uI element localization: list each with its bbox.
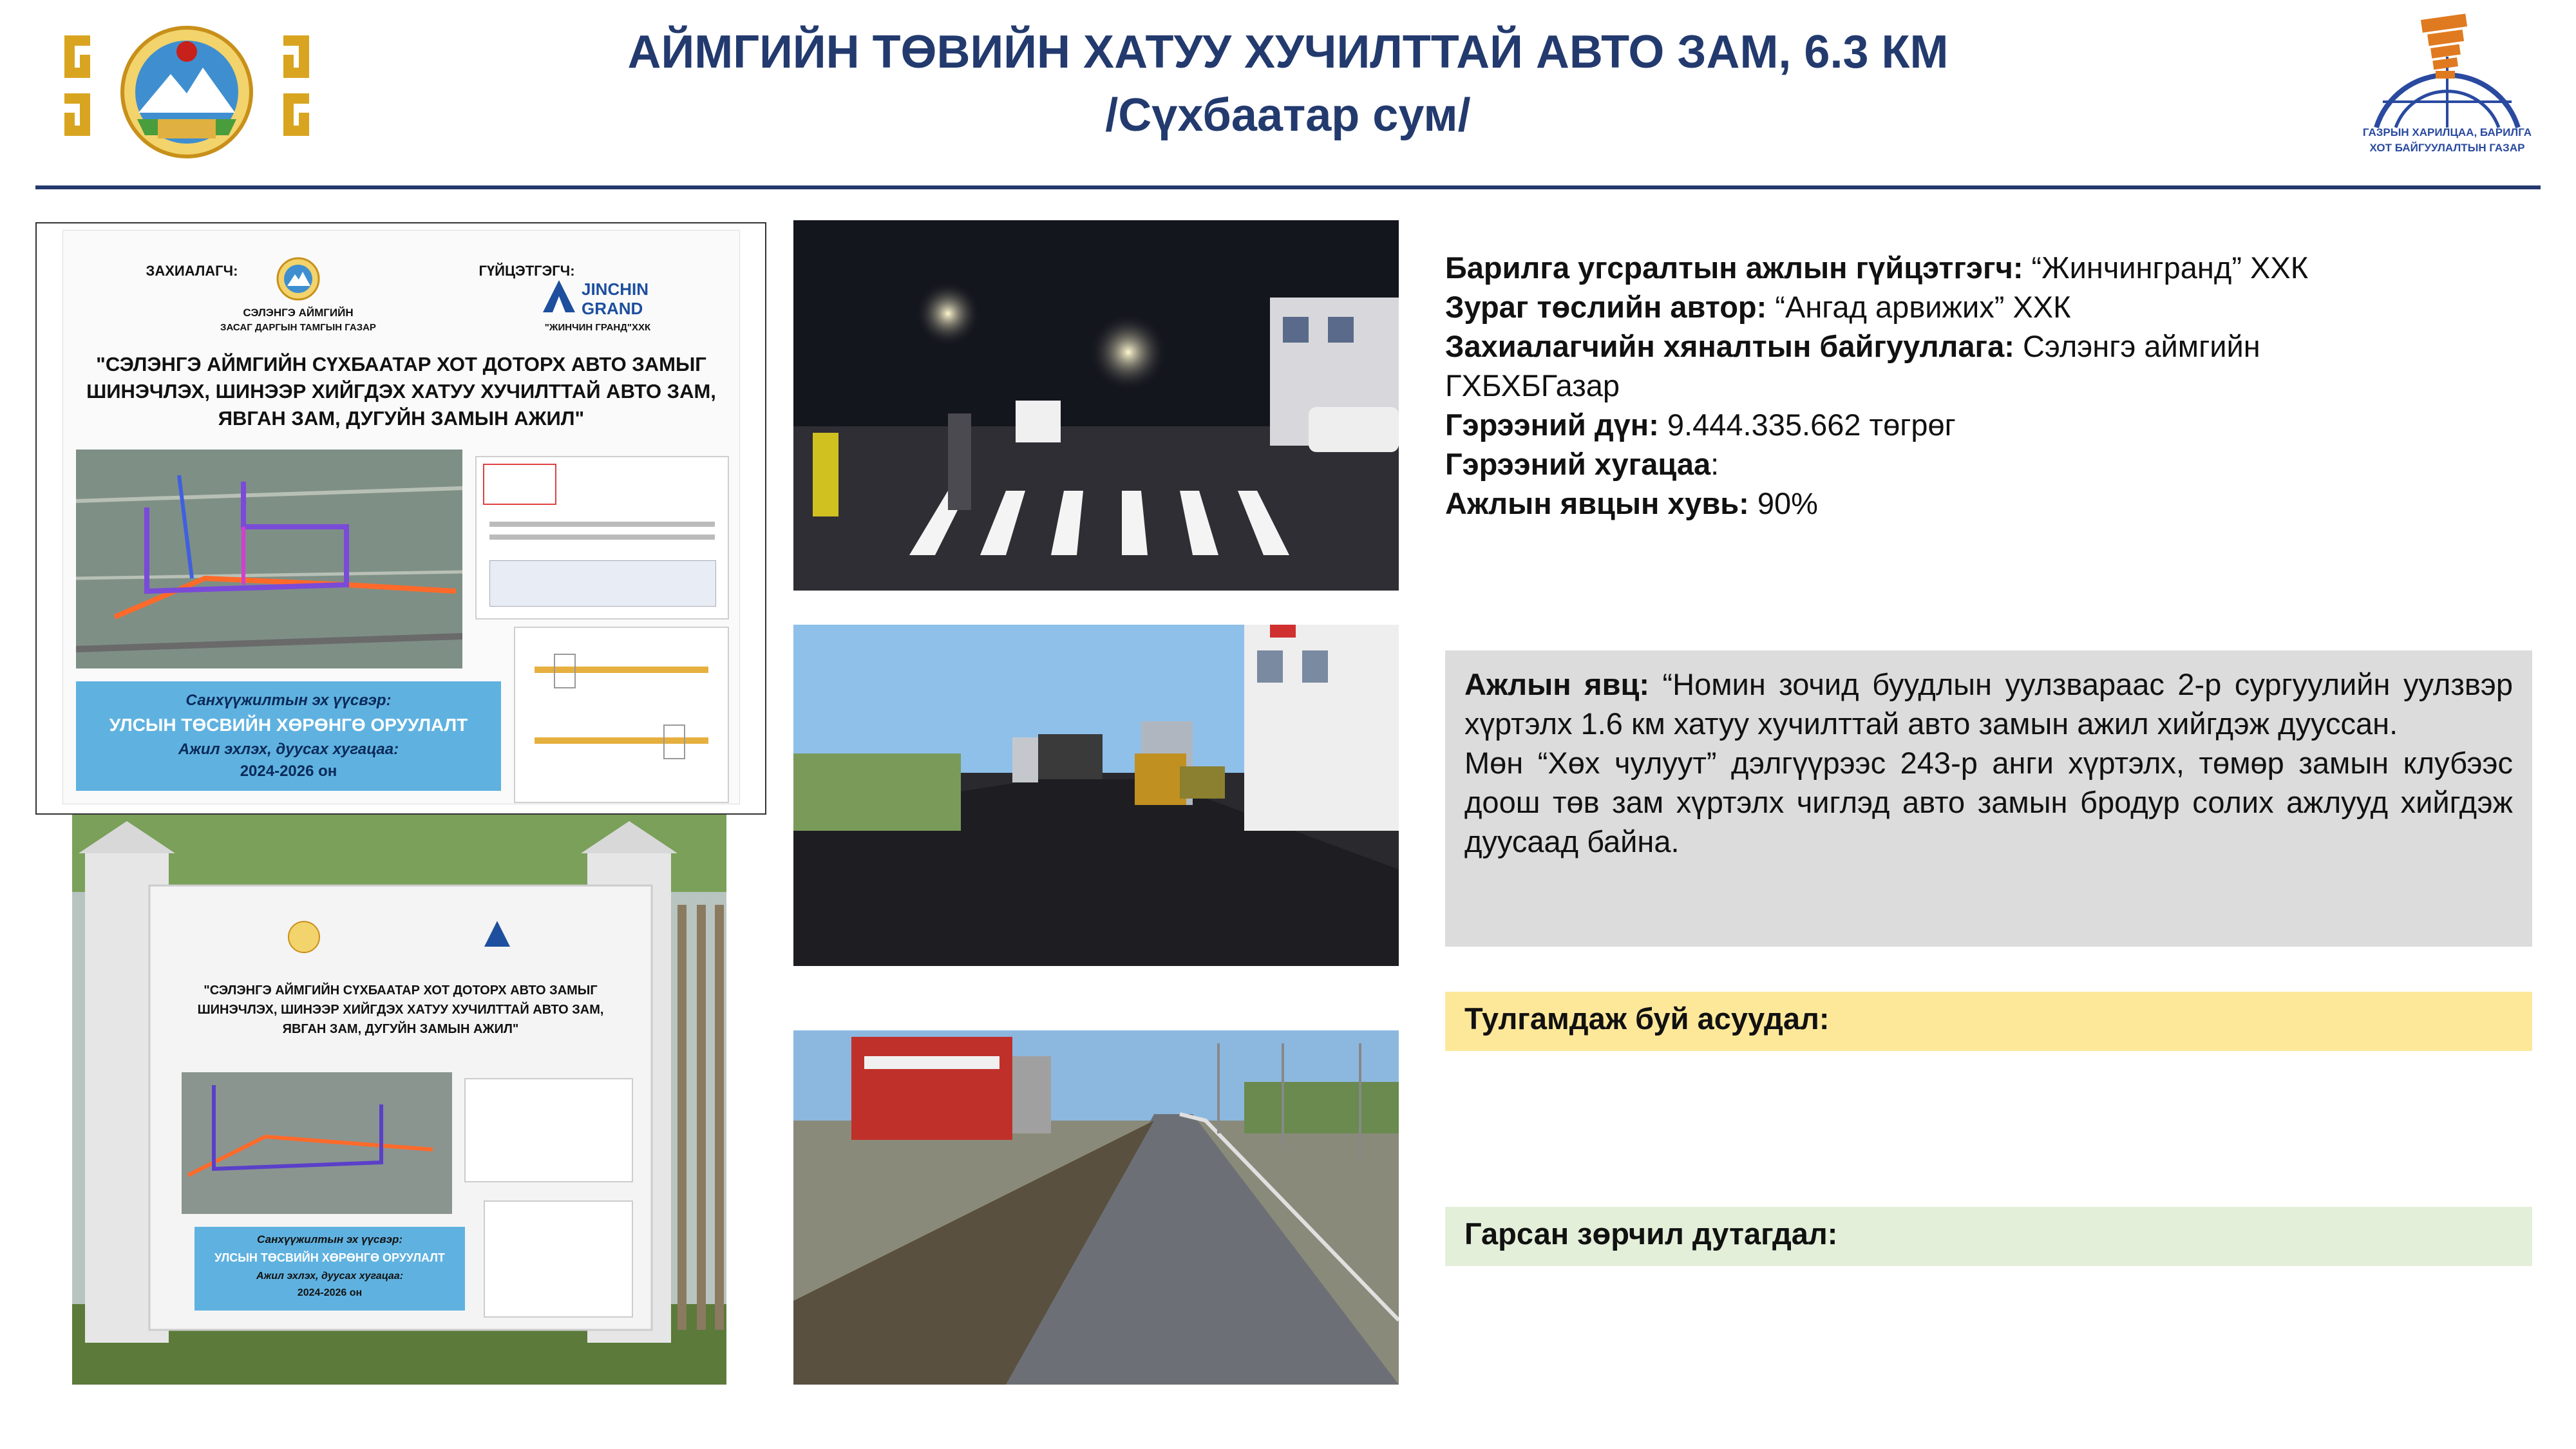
info-contractor-value: “Жинчингранд” ХХК [2023, 251, 2309, 285]
poster-project-line-3: ЯВГАН ЗАМ, ДУГУЙН ЗАМЫН АЖИЛ" [218, 407, 585, 430]
poster-cross-section [514, 627, 729, 803]
fence-poster-line-1: "СЭЛЭНГЭ АЙМГИЙН СҮХБААТАР ХОТ ДОТОРХ АВТО ЗАМЫГ [204, 983, 598, 998]
paved-road-day-photo [793, 1030, 1399, 1385]
info-contract-amount [1445, 405, 2360, 444]
poster-contractor-label: ГҮЙЦЭТГЭГЧ: [478, 263, 575, 279]
project-info [1445, 248, 2360, 523]
page-title: АЙМГИЙН ТӨВИЙН ХАТУУ ХУЧИЛТТАЙ АВТО ЗАМ, 6.3 КМ [627, 26, 1949, 78]
info-contractor [1445, 248, 2360, 287]
work-progress-label: Ажлын явц: [1464, 667, 1650, 701]
poster-contractor-logo-2: GRAND [582, 299, 643, 318]
info-designer-label: Зураг төслийн автор: [1445, 290, 1767, 324]
poster-contractor-logo-1: JINCHIN [582, 279, 649, 299]
work-progress-paragraph-1 [1464, 665, 2513, 743]
info-contract-period [1445, 444, 2360, 484]
info-contract-period-label: Гэрээний хугацаа [1445, 447, 1711, 481]
fence-poster-line-3: ЯВГАН ЗАМ, ДУГУЙН ЗАМЫН АЖИЛ" [282, 1022, 519, 1036]
info-contract-amount-label: Гэрээний дүн: [1445, 408, 1659, 442]
faults-box [1445, 1207, 2532, 1266]
info-supervisor-value: Сэлэнгэ аймгийн ГХБХБГазар [1445, 329, 2260, 402]
info-progress-pct-label: Ажлын явцын хувь: [1445, 486, 1749, 520]
info-designer-value: “Ангад арвижих” ХХК [1766, 290, 2071, 324]
poster-client-label: ЗАХИАЛАГЧ: [146, 263, 238, 279]
poster-contractor-logo [540, 277, 578, 316]
fence-poster-funding-value: УЛСЫН ТӨСВИЙН ХӨРӨНГӨ ОРУУЛАЛТ [214, 1251, 445, 1264]
fence-poster-funding-label: Санхүүжилтын эх үүсвэр: [256, 1233, 403, 1245]
header-divider [35, 185, 2541, 189]
info-supervisor [1445, 327, 2360, 405]
work-progress-box [1445, 650, 2532, 947]
poster-client-name-2: ЗАСАГ ДАРГЫН ТАМГЫН ГАЗАР [220, 322, 376, 333]
poster-contractor-name: "ЖИНЧИН ГРАНД"ХХК [544, 322, 651, 333]
info-contract-period-value: : [1710, 447, 1719, 481]
poster-funding-box [76, 681, 501, 791]
fence-poster-line-2: ШИНЭЧЛЭХ, ШИНЭЭР ХИЙГДЭХ ХАТУУ ХУЧИЛТТАЙ АВТО ЗАМ, [197, 1003, 604, 1017]
info-contractor-label: Барилга угсралтын ажлын гүйцэтгэгч: [1445, 251, 2023, 285]
poster-period-label: Ажил эхлэх, дуусах хугацаа: [178, 741, 399, 758]
poster-period-value: 2024-2026 он [240, 762, 337, 780]
info-designer [1445, 287, 2360, 327]
faults-label: Гарсан зөрчил дутагдал: [1464, 1217, 1838, 1251]
work-progress-text-2: Мөн “Хөх чулуут” дэлгүүрээс 243-р анги хүртэлх, төмөр замын клубээс доош төв зам хүртэлх чиглэд авто замын бродур солих ажлууд хийгдэж дуусаад байна. [1464, 746, 2513, 858]
poster-funding-label: Санхүүжилтын эх үүсвэр: [185, 692, 392, 709]
poster-project-line-2: ШИНЭЧЛЭХ, ШИНЭЭР ХИЙГДЭХ ХАТУУ ХУЧИЛТТАЙ АВТО ЗАМ, [86, 380, 716, 402]
poster-project-line-1: "СЭЛЭНГЭ АЙМГИЙН СҮХБААТАР ХОТ ДОТОРХ АВТО ЗАМЫГ [96, 353, 706, 375]
poster-inner [62, 230, 740, 804]
right-logo-text-1: ГАЗРЫН ХАРИЛЦАА, БАРИЛГА [2362, 126, 2532, 138]
info-contract-amount-value: 9.444.335.662 төгрөг [1658, 408, 1956, 442]
poster-plan-doc [475, 456, 729, 620]
project-poster-image [35, 222, 766, 815]
poster-client-name-1: СЭЛЭНГЭ АЙМГИЙН [243, 307, 354, 319]
info-progress-pct-value: 90% [1748, 486, 1818, 520]
info-progress-pct [1445, 484, 2360, 523]
right-logo-text-2: ХОТ БАЙГУУЛАЛТЫН ГАЗАР [2369, 142, 2525, 154]
poster-map [76, 450, 462, 668]
page-subtitle: /Сүхбаатар сум/ [1105, 90, 1471, 141]
issues-label: Тулгамдаж буй асуудал: [1464, 1001, 1830, 1036]
poster-funding-value: УЛСЫН ТӨСВИЙН ХӨРӨНГӨ ОРУУЛАЛТ [109, 715, 468, 735]
issues-box [1445, 992, 2532, 1051]
fence-poster-period-value: 2024-2026 он [297, 1287, 363, 1298]
poster-on-fence-photo [72, 815, 726, 1385]
work-progress-text-1: “Номин зочид буудлын уулзвараас 2-р сургуулийн уулзвэр хүртэлх 1.6 км хатуу хучилттай авто замын ажил хийгдэж дууссан. [1464, 667, 2513, 741]
right-logo [2357, 12, 2537, 160]
paved-road-with-paver-photo [793, 625, 1399, 966]
info-supervisor-label: Захиалагчийн хяналтын байгууллага: [1445, 329, 2014, 363]
fence-poster-period-label: Ажил эхлэх, дуусах хугацаа: [256, 1271, 404, 1282]
poster-client-emblem [276, 256, 321, 301]
night-crosswalk-photo [793, 220, 1399, 591]
